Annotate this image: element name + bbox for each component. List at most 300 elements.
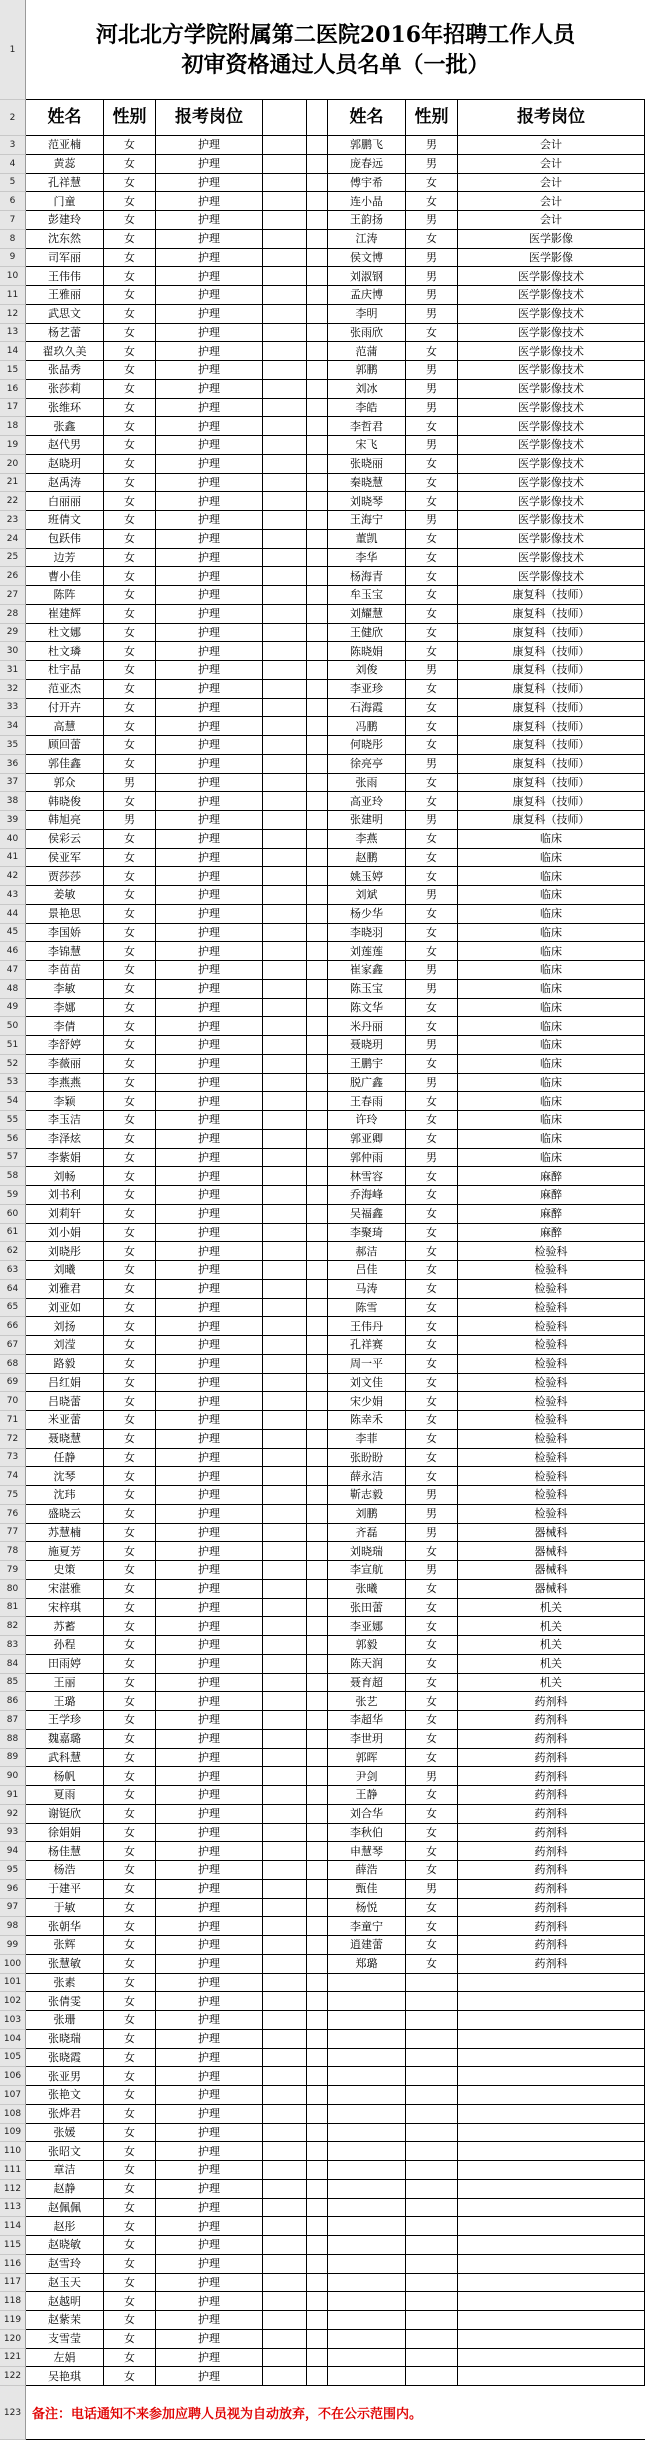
empty-cell[interactable] [263,830,307,849]
gender-cell[interactable]: 女 [104,2142,156,2161]
position-cell[interactable] [458,2292,645,2311]
gender-cell[interactable]: 男 [406,1486,458,1505]
name-cell[interactable]: 李苗苗 [26,961,104,980]
position-cell[interactable]: 护理 [156,2067,263,2086]
position-cell[interactable] [458,2274,645,2293]
position-cell[interactable]: 临床 [458,867,645,886]
position-cell[interactable]: 康复科（技师） [458,680,645,699]
position-cell[interactable]: 护理 [156,1580,263,1599]
empty-cell[interactable] [307,586,328,605]
position-cell[interactable]: 药剂科 [458,1730,645,1749]
row-number[interactable]: 58 [0,1167,26,1186]
position-cell[interactable]: 临床 [458,886,645,905]
empty-cell[interactable] [263,924,307,943]
position-cell[interactable]: 康复科（技师） [458,717,645,736]
empty-cell[interactable] [307,567,328,586]
position-cell[interactable]: 检验科 [458,1392,645,1411]
gender-cell[interactable] [406,2236,458,2255]
gender-cell[interactable]: 女 [406,867,458,886]
gender-cell[interactable]: 女 [406,1336,458,1355]
row-number[interactable]: 103 [0,2011,26,2030]
position-cell[interactable]: 护理 [156,1974,263,1993]
empty-cell[interactable] [307,1655,328,1674]
name-cell[interactable]: 范亚杰 [26,680,104,699]
position-cell[interactable]: 护理 [156,1074,263,1093]
gender-cell[interactable]: 女 [104,474,156,493]
name-cell[interactable]: 张素 [26,1974,104,1993]
gender-cell[interactable]: 女 [406,417,458,436]
position-cell[interactable]: 临床 [458,1111,645,1130]
position-cell[interactable]: 护理 [156,1880,263,1899]
name-cell[interactable]: 宋少娟 [328,1392,406,1411]
empty-cell[interactable] [263,1430,307,1449]
empty-cell[interactable] [307,2049,328,2068]
empty-cell[interactable] [307,436,328,455]
empty-cell[interactable] [307,680,328,699]
row-number[interactable]: 107 [0,2086,26,2105]
empty-cell[interactable] [263,305,307,324]
empty-cell[interactable] [307,1636,328,1655]
name-cell[interactable] [328,2274,406,2293]
name-cell[interactable]: 马涛 [328,1280,406,1299]
name-cell[interactable]: 杨海青 [328,567,406,586]
gender-cell[interactable]: 女 [104,755,156,774]
gender-cell[interactable]: 女 [406,567,458,586]
position-cell[interactable]: 护理 [156,886,263,905]
row-number[interactable]: 117 [0,2274,26,2293]
name-cell[interactable]: 高慧 [26,717,104,736]
position-cell[interactable]: 会计 [458,211,645,230]
name-cell[interactable]: 任静 [26,1449,104,1468]
name-cell[interactable] [328,2011,406,2030]
gender-cell[interactable]: 女 [104,2292,156,2311]
position-cell[interactable]: 检验科 [458,1430,645,1449]
gender-cell[interactable]: 女 [406,1392,458,1411]
name-cell[interactable]: 包跃伟 [26,530,104,549]
name-cell[interactable]: 张晓瑞 [26,2030,104,2049]
name-cell[interactable]: 杨佳慧 [26,1842,104,1861]
name-cell[interactable]: 李聚琦 [328,1224,406,1243]
name-cell[interactable]: 刘小娟 [26,1224,104,1243]
row-number[interactable]: 106 [0,2067,26,2086]
empty-cell[interactable] [263,1561,307,1580]
position-cell[interactable]: 护理 [156,1992,263,2011]
position-cell[interactable]: 药剂科 [458,1749,645,1768]
empty-cell[interactable] [307,1355,328,1374]
name-cell[interactable] [328,2330,406,2349]
empty-cell[interactable] [263,999,307,1018]
name-cell[interactable]: 张雨 [328,774,406,793]
name-cell[interactable]: 赵越明 [26,2292,104,2311]
name-cell[interactable]: 张雨欣 [328,324,406,343]
name-cell[interactable]: 王静 [328,1786,406,1805]
empty-cell[interactable] [263,380,307,399]
gender-cell[interactable]: 女 [406,1711,458,1730]
gender-cell[interactable] [406,2255,458,2274]
gender-cell[interactable]: 女 [104,342,156,361]
name-cell[interactable]: 张亚男 [26,2067,104,2086]
empty-cell[interactable] [263,1017,307,1036]
name-cell[interactable]: 郑璐 [328,1955,406,1974]
gender-cell[interactable]: 女 [104,1355,156,1374]
name-cell[interactable]: 李亚珍 [328,680,406,699]
row-number[interactable]: 64 [0,1280,26,1299]
empty-cell[interactable] [263,342,307,361]
gender-cell[interactable]: 女 [104,455,156,474]
position-cell[interactable]: 护理 [156,1655,263,1674]
gender-cell[interactable]: 男 [406,1074,458,1093]
empty-cell[interactable] [307,661,328,680]
row-number[interactable]: 40 [0,830,26,849]
name-cell[interactable]: 李燕 [328,830,406,849]
position-cell[interactable]: 护理 [156,2311,263,2330]
position-cell[interactable]: 护理 [156,1111,263,1130]
position-cell[interactable]: 护理 [156,1242,263,1261]
empty-cell[interactable] [307,2030,328,2049]
row-number[interactable]: 116 [0,2255,26,2274]
position-cell[interactable]: 检验科 [458,1299,645,1318]
name-cell[interactable]: 刘斌 [328,886,406,905]
name-cell[interactable]: 刘畅 [26,1167,104,1186]
empty-cell[interactable] [307,1974,328,1993]
empty-cell[interactable] [307,174,328,193]
position-cell[interactable]: 护理 [156,2105,263,2124]
gender-cell[interactable]: 女 [104,699,156,718]
gender-cell[interactable]: 女 [104,605,156,624]
name-cell[interactable]: 杜宇晶 [26,661,104,680]
position-cell[interactable]: 护理 [156,830,263,849]
empty-cell[interactable] [263,1805,307,1824]
gender-cell[interactable] [406,2011,458,2030]
gender-cell[interactable]: 男 [406,1880,458,1899]
name-cell[interactable]: 武思文 [26,305,104,324]
position-cell[interactable]: 护理 [156,2292,263,2311]
position-cell[interactable]: 护理 [156,999,263,1018]
gender-cell[interactable]: 女 [406,1449,458,1468]
name-cell[interactable]: 宋湛雅 [26,1580,104,1599]
name-cell[interactable]: 彭建玲 [26,211,104,230]
gender-cell[interactable]: 女 [104,586,156,605]
gender-cell[interactable]: 女 [104,286,156,305]
empty-cell[interactable] [263,549,307,568]
position-cell[interactable]: 护理 [156,586,263,605]
gender-cell[interactable]: 女 [104,1730,156,1749]
name-cell[interactable]: 靳志毅 [328,1486,406,1505]
position-cell[interactable] [458,2124,645,2143]
position-cell[interactable]: 护理 [156,230,263,249]
empty-cell[interactable] [307,830,328,849]
empty-cell[interactable] [263,174,307,193]
row-number[interactable]: 54 [0,1092,26,1111]
gender-cell[interactable] [406,2330,458,2349]
gender-cell[interactable]: 男 [406,961,458,980]
position-cell[interactable]: 医学影像技术 [458,567,645,586]
empty-cell[interactable] [263,1505,307,1524]
row-number[interactable]: 18 [0,417,26,436]
position-cell[interactable]: 临床 [458,980,645,999]
row-number[interactable]: 123 [0,2386,26,2440]
gender-cell[interactable] [406,2124,458,2143]
empty-cell[interactable] [307,2236,328,2255]
position-cell[interactable]: 护理 [156,1317,263,1336]
row-number[interactable]: 90 [0,1767,26,1786]
row-number[interactable]: 19 [0,436,26,455]
gender-cell[interactable]: 女 [104,1917,156,1936]
gender-cell[interactable]: 女 [406,1317,458,1336]
row-number[interactable]: 87 [0,1711,26,1730]
gender-cell[interactable]: 男 [406,249,458,268]
gender-cell[interactable]: 女 [104,1505,156,1524]
position-cell[interactable]: 护理 [156,1899,263,1918]
position-cell[interactable]: 康复科（技师） [458,624,645,643]
empty-cell[interactable] [263,1861,307,1880]
position-cell[interactable]: 护理 [156,811,263,830]
gender-cell[interactable]: 女 [104,830,156,849]
position-cell[interactable]: 护理 [156,624,263,643]
empty-cell[interactable] [307,849,328,868]
gender-cell[interactable]: 女 [406,1786,458,1805]
gender-cell[interactable]: 女 [104,1805,156,1824]
gender-cell[interactable]: 女 [104,961,156,980]
row-number[interactable]: 111 [0,2161,26,2180]
row-number[interactable]: 98 [0,1917,26,1936]
row-number[interactable]: 102 [0,1992,26,2011]
gender-cell[interactable]: 女 [104,2349,156,2368]
name-cell[interactable]: 许玲 [328,1111,406,1130]
gender-cell[interactable]: 女 [104,324,156,343]
name-cell[interactable]: 沈东然 [26,230,104,249]
empty-cell[interactable] [307,1786,328,1805]
name-cell[interactable]: 秦晓慧 [328,474,406,493]
name-cell[interactable]: 李国娇 [26,924,104,943]
gender-cell[interactable]: 女 [406,1186,458,1205]
position-cell[interactable]: 医学影像技术 [458,324,645,343]
empty-cell[interactable] [263,230,307,249]
name-cell[interactable]: 李锦慧 [26,942,104,961]
empty-cell[interactable] [263,2349,307,2368]
empty-cell[interactable] [263,530,307,549]
gender-cell[interactable]: 女 [104,1899,156,1918]
gender-cell[interactable]: 男 [406,267,458,286]
gender-cell[interactable]: 女 [104,2255,156,2274]
row-number[interactable]: 9 [0,249,26,268]
position-cell[interactable]: 护理 [156,1767,263,1786]
gender-cell[interactable]: 女 [406,1092,458,1111]
row-number[interactable]: 83 [0,1636,26,1655]
name-cell[interactable]: 周一平 [328,1355,406,1374]
empty-cell[interactable] [263,2199,307,2218]
empty-cell[interactable] [263,624,307,643]
gender-cell[interactable]: 女 [406,699,458,718]
header-position[interactable]: 报考岗位 [458,100,645,136]
name-cell[interactable]: 刘莉轩 [26,1205,104,1224]
row-number[interactable]: 43 [0,886,26,905]
position-cell[interactable]: 护理 [156,1336,263,1355]
name-cell[interactable]: 张艳文 [26,2086,104,2105]
name-cell[interactable]: 刘耀慧 [328,605,406,624]
name-cell[interactable]: 李薇丽 [26,1055,104,1074]
empty-cell[interactable] [263,1955,307,1974]
position-cell[interactable]: 护理 [156,1055,263,1074]
empty-cell[interactable] [263,680,307,699]
empty-cell[interactable] [307,1767,328,1786]
row-number[interactable]: 1 [0,0,26,100]
position-cell[interactable]: 护理 [156,530,263,549]
gender-cell[interactable]: 女 [104,1467,156,1486]
name-cell[interactable] [328,2067,406,2086]
position-cell[interactable]: 护理 [156,1186,263,1205]
empty-cell[interactable] [263,642,307,661]
name-cell[interactable]: 张珊 [26,2011,104,2030]
empty-cell[interactable] [307,1205,328,1224]
name-cell[interactable]: 徐亮亭 [328,755,406,774]
position-cell[interactable]: 机关 [458,1599,645,1618]
empty-cell[interactable] [307,305,328,324]
gender-cell[interactable]: 女 [104,980,156,999]
gender-cell[interactable] [406,2217,458,2236]
gender-cell[interactable]: 女 [104,2086,156,2105]
name-cell[interactable] [328,1974,406,1993]
empty-cell[interactable] [307,100,328,136]
gender-cell[interactable]: 女 [104,1992,156,2011]
name-cell[interactable]: 齐磊 [328,1524,406,1543]
gender-cell[interactable]: 女 [104,680,156,699]
empty-cell[interactable] [307,474,328,493]
gender-cell[interactable]: 女 [104,1786,156,1805]
gender-cell[interactable]: 男 [406,1767,458,1786]
name-cell[interactable]: 郭亚卿 [328,1130,406,1149]
row-number[interactable]: 14 [0,342,26,361]
name-cell[interactable] [328,2255,406,2274]
gender-cell[interactable]: 女 [406,1692,458,1711]
name-cell[interactable]: 冯鹏 [328,717,406,736]
position-cell[interactable]: 麻醉 [458,1224,645,1243]
name-cell[interactable]: 王海宁 [328,511,406,530]
empty-cell[interactable] [307,1917,328,1936]
row-number[interactable]: 3 [0,136,26,155]
position-cell[interactable]: 护理 [156,2011,263,2030]
row-number[interactable]: 44 [0,905,26,924]
name-cell[interactable]: 李秋伯 [328,1824,406,1843]
position-cell[interactable]: 医学影像技术 [458,549,645,568]
row-number[interactable]: 55 [0,1111,26,1130]
empty-cell[interactable] [263,1617,307,1636]
row-number[interactable]: 47 [0,961,26,980]
gender-cell[interactable]: 女 [406,1017,458,1036]
gender-cell[interactable]: 男 [406,811,458,830]
name-cell[interactable]: 崔家鑫 [328,961,406,980]
position-cell[interactable]: 康复科（技师） [458,774,645,793]
gender-cell[interactable]: 女 [406,642,458,661]
gender-cell[interactable] [406,1992,458,2011]
name-cell[interactable] [328,2049,406,2068]
position-cell[interactable]: 临床 [458,924,645,943]
empty-cell[interactable] [263,1130,307,1149]
empty-cell[interactable] [263,1599,307,1618]
empty-cell[interactable] [307,717,328,736]
position-cell[interactable]: 护理 [156,774,263,793]
position-cell[interactable] [458,2105,645,2124]
gender-cell[interactable]: 女 [406,230,458,249]
name-cell[interactable]: 郭鹏 [328,361,406,380]
empty-cell[interactable] [263,211,307,230]
name-cell[interactable]: 门童 [26,192,104,211]
name-cell[interactable]: 张建明 [328,811,406,830]
position-cell[interactable]: 护理 [156,211,263,230]
name-cell[interactable]: 郭仲雨 [328,1149,406,1168]
gender-cell[interactable]: 女 [104,2367,156,2386]
name-cell[interactable]: 杨艺蕾 [26,324,104,343]
empty-cell[interactable] [307,417,328,436]
position-cell[interactable]: 药剂科 [458,1917,645,1936]
empty-cell[interactable] [307,2311,328,2330]
gender-cell[interactable]: 女 [406,1374,458,1393]
name-cell[interactable]: 杜文娜 [26,624,104,643]
empty-cell[interactable] [263,2367,307,2386]
position-cell[interactable]: 护理 [156,1936,263,1955]
gender-cell[interactable]: 女 [406,717,458,736]
name-cell[interactable]: 董凯 [328,530,406,549]
gender-cell[interactable]: 女 [406,1955,458,1974]
row-number[interactable]: 59 [0,1186,26,1205]
gender-cell[interactable]: 女 [104,249,156,268]
position-cell[interactable]: 护理 [156,474,263,493]
gender-cell[interactable]: 女 [104,1261,156,1280]
empty-cell[interactable] [307,511,328,530]
position-cell[interactable]: 护理 [156,1824,263,1843]
empty-cell[interactable] [263,2067,307,2086]
gender-cell[interactable]: 女 [104,1280,156,1299]
empty-cell[interactable] [307,1186,328,1205]
position-cell[interactable]: 护理 [156,2217,263,2236]
gender-cell[interactable]: 女 [406,605,458,624]
row-number[interactable]: 99 [0,1936,26,1955]
name-cell[interactable]: 王春雨 [328,1092,406,1111]
empty-cell[interactable] [307,886,328,905]
name-cell[interactable]: 张媛 [26,2124,104,2143]
position-cell[interactable]: 医学影像技术 [458,361,645,380]
position-cell[interactable]: 临床 [458,961,645,980]
empty-cell[interactable] [263,1299,307,1318]
empty-cell[interactable] [263,661,307,680]
position-cell[interactable]: 护理 [156,2349,263,2368]
name-cell[interactable]: 赵玉天 [26,2274,104,2293]
position-cell[interactable]: 药剂科 [458,1786,645,1805]
name-cell[interactable]: 石海霞 [328,699,406,718]
name-cell[interactable]: 陈雪 [328,1299,406,1318]
row-number[interactable]: 16 [0,380,26,399]
empty-cell[interactable] [307,961,328,980]
position-cell[interactable]: 护理 [156,361,263,380]
empty-cell[interactable] [307,1317,328,1336]
empty-cell[interactable] [307,1880,328,1899]
gender-cell[interactable]: 女 [104,417,156,436]
position-cell[interactable]: 护理 [156,1842,263,1861]
row-number[interactable]: 92 [0,1805,26,1824]
gender-cell[interactable] [406,1974,458,1993]
empty-cell[interactable] [307,1167,328,1186]
empty-cell[interactable] [307,1936,328,1955]
row-number[interactable]: 42 [0,867,26,886]
position-cell[interactable]: 护理 [156,567,263,586]
name-cell[interactable]: 杨帆 [26,1767,104,1786]
empty-cell[interactable] [307,1692,328,1711]
gender-cell[interactable]: 女 [104,886,156,905]
position-cell[interactable]: 护理 [156,2255,263,2274]
row-number[interactable]: 45 [0,924,26,943]
name-cell[interactable]: 赵紫茉 [26,2311,104,2330]
name-cell[interactable]: 王伟丹 [328,1317,406,1336]
